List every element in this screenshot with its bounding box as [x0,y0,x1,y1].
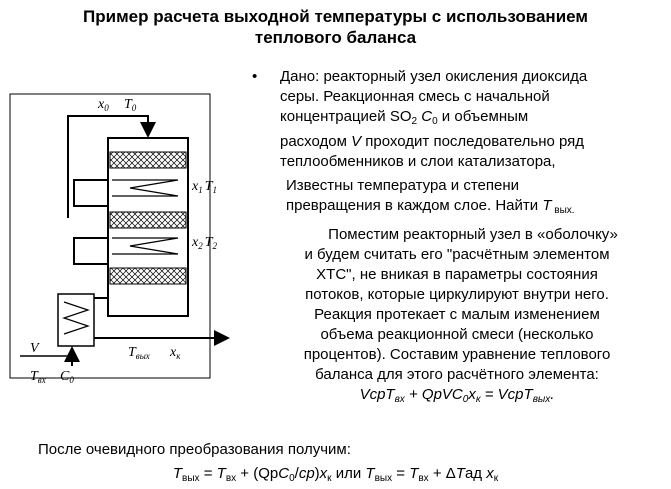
given-line-5: теплообменников и слои катализатора, [280,153,556,170]
shell-line-3: ХТС", не вникая в параметры состояния [316,266,598,283]
label-V: V [30,341,39,356]
label-xk: $x_к$ [170,345,181,361]
label-x2-T2: $x_2$ $T_2$ [192,235,218,251]
catalyst-layer-3 [110,268,186,284]
known-line-1: Известны температура и степени [286,177,520,194]
label-Tvx: $T_{вх}$ [30,369,46,385]
label-C0: $C_0$ [60,369,74,385]
label-Tvyx: $T_{вых}$ [128,345,150,361]
paragraph-known [286,176,662,221]
shell-line-2: и будем считать его "расчётным элементом [304,246,610,263]
loop-1 [74,180,108,206]
shell-line-6: объема реакционной смеси (несколько [320,326,594,343]
label-T0: $T_0$ [124,97,137,113]
shell-line-4: потоков, которые циркулируют внутри него. [305,286,609,303]
bottom-text: После очевидного преобразования получим: [38,441,351,458]
reactor-diagram [0,88,240,388]
catalyst-layer-2 [110,212,186,228]
shell-line-5: Реакция протекает с малым изменением [314,306,600,323]
title-line-2: теплового баланса [254,28,417,47]
given-line-2: серы. Реакционная смесь с начальной [280,88,550,105]
title-line-1: Пример расчета выходной температуры с использованием [83,7,588,26]
paragraph-shell [252,225,662,385]
shell-boundary [10,94,210,378]
loop-2 [74,238,108,264]
catalyst-layer-1 [110,152,186,168]
given-line-3: концентрацией $SO_2$ $C_0$ и объемным [280,108,529,127]
external-heat-exchanger [58,294,94,346]
heat-balance-equation: VcpT$_{вх}$ + $QрVC_0x_к$ = VcpT$_{вых}$. [359,386,555,405]
slide-title [0,6,671,48]
label-x0: $x_0$ [98,97,109,113]
heat-exchanger-2 [112,238,178,254]
given-line-4: расходом V проходит последовательно ряд [280,133,585,150]
label-x1-T1: $x_1$ $T_1$ [192,179,218,195]
right-text-block [252,67,662,410]
shell-line-8: баланса для этого расчётного элемента: [315,366,599,383]
result-equation: $T_{вых} = T_{вх} + (QрC_0/cp)x_к$ или $T_{вых} = T_{вх} + \Delta Tад$ $x_к$ [172,465,499,484]
given-line-1: Дано: реакторный узел окисления диоксида [280,68,588,85]
heat-exchanger-1 [112,180,178,196]
paragraph-given [280,67,662,172]
bullet: • [252,68,258,85]
shell-line-1: Поместим реакторный узел в «оболочку» [328,226,618,243]
known-line-2: превращения в каждом слое. Найти T $_{вых.}$ [286,197,575,216]
shell-line-7: процентов). Составим уравнение теплового [303,346,611,363]
